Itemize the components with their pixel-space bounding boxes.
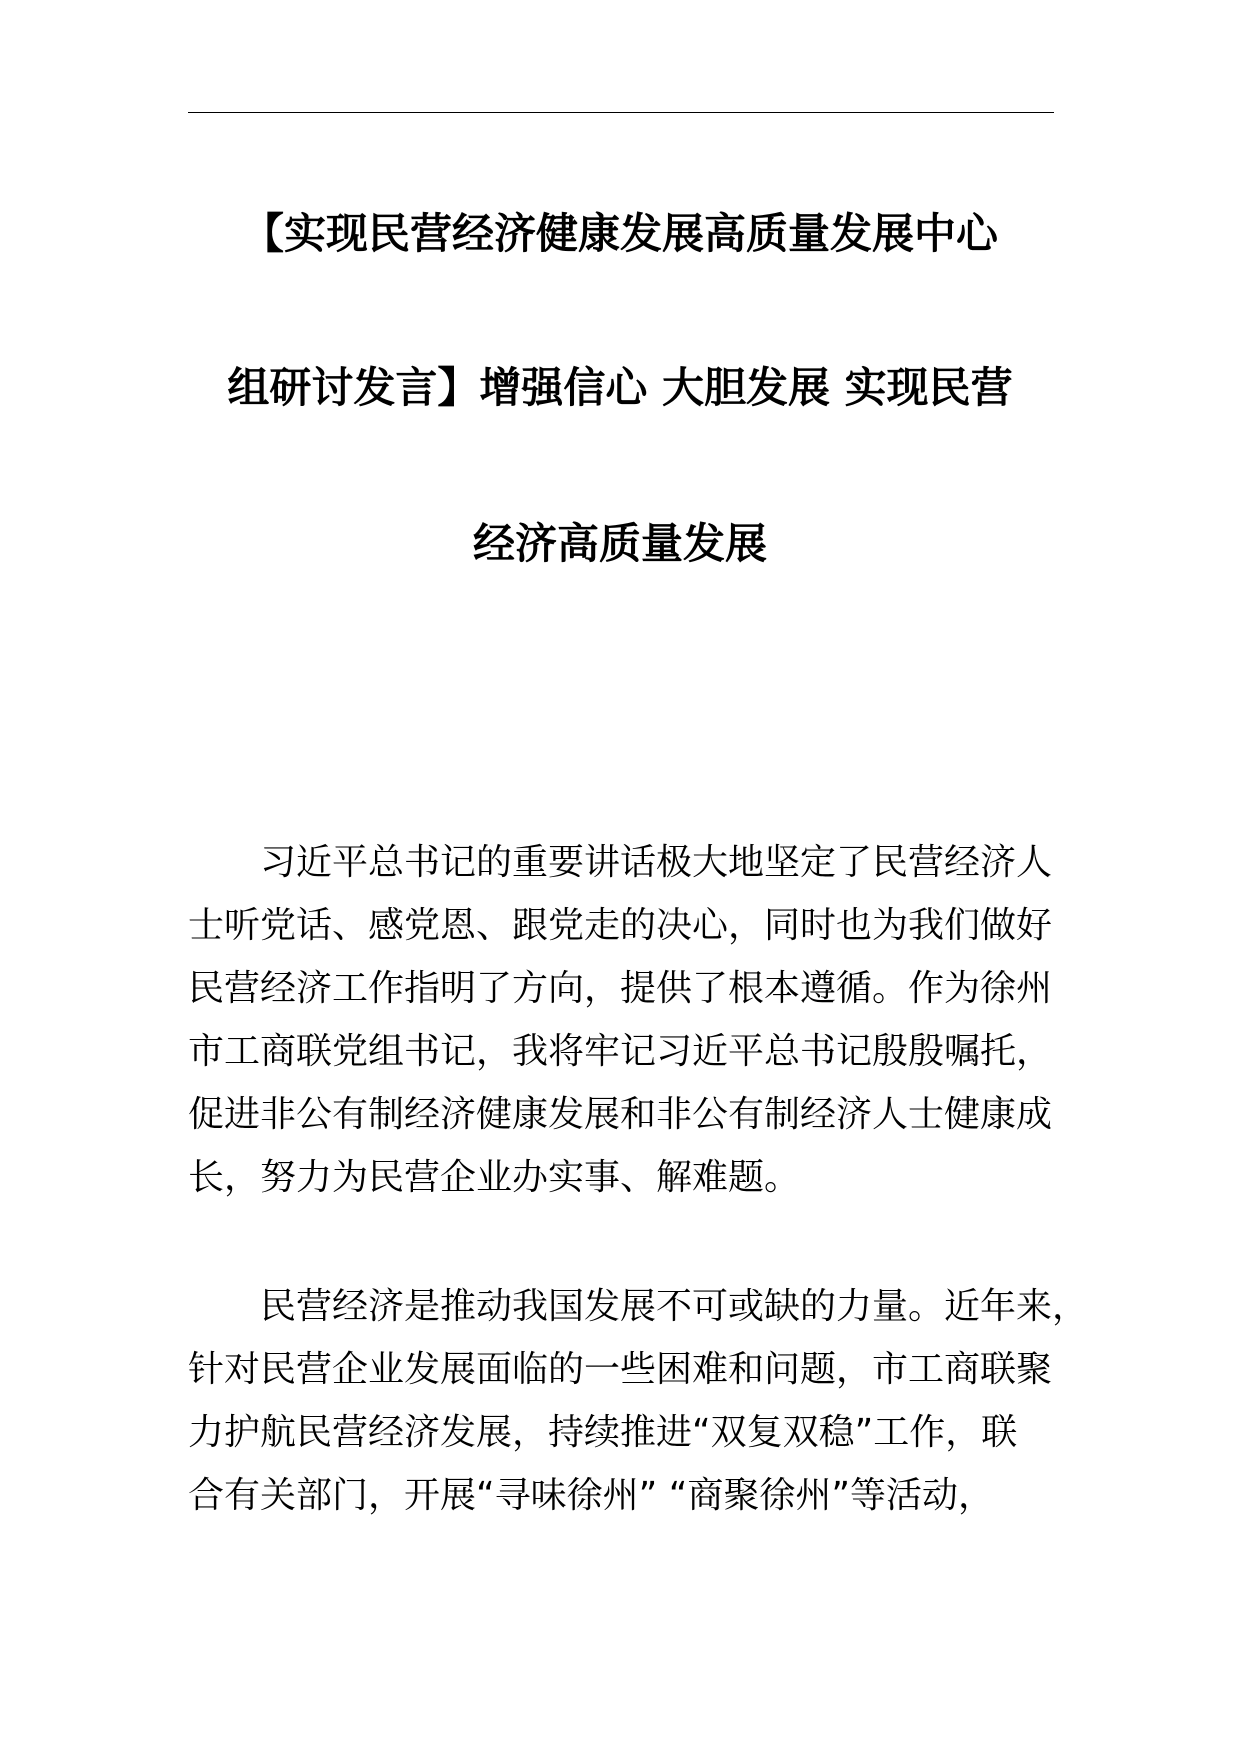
document-title-line-2: 组研讨发言】增强信心 大胆发展 实现民营 [227,363,1013,412]
document-title-line-3: 经济高质量发展 [472,519,767,568]
paragraph-1-line: 长，努力为民营企业办实事、解难题。 [188,1157,801,1198]
paragraph-2-line: 针对民营企业发展面临的一些困难和问题，市工商联聚 [188,1349,1053,1390]
paragraph-1-line: 士听党话、感党恩、跟党走的决心，同时也为我们做好 [188,905,1053,946]
paragraph-2-line: 民营经济是推动我国发展不可或缺的力量。近年来， [260,1286,1089,1327]
paragraph-2-line: 合有关部门，开展“寻味徐州” “商聚徐州”等活动， [188,1475,995,1516]
header-rule [188,112,1054,113]
paragraph-2-line: 力护航民营经济发展，持续推进“双复双稳”工作，联 [188,1412,1018,1453]
paragraph-1-line: 促进非公有制经济健康发展和非公有制经济人士健康成 [188,1094,1053,1135]
paragraph-1-line: 习近平总书记的重要讲话极大地坚定了民营经济人 [260,842,1053,883]
paragraph-1-line: 民营经济工作指明了方向，提供了根本遵循。作为徐州 [188,968,1053,1009]
document-title-line-1: 【实现民营经济健康发展高质量发展中心 [241,209,998,258]
paragraph-1-line: 市工商联党组书记，我将牢记习近平总书记殷殷嘱托， [188,1031,1053,1072]
